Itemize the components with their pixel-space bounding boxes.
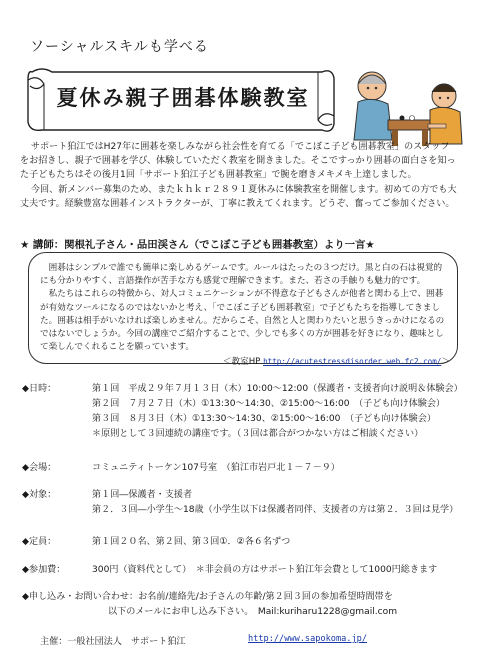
go-players-illustration <box>350 60 468 150</box>
page-title: 夏休み親子囲碁体験教室 <box>56 85 310 110</box>
instructor-text-1: 囲碁はシンプルで誰でも簡単に楽しめるゲームです。ルールはたったの３つだけ。黒と白の石は視覚的にも分かりやすく、言語操作が苦手な方も感覚で理解できます。また、若さの手触りも魅力的です。 <box>40 263 443 287</box>
schedule-row-3: 第３回 ８月３日（木）①13:30～14:30、②15:00～16:00 （子ども向け体験会） <box>92 414 436 424</box>
instructor-text-2: 私たちはこれらの特徴から、対人コミュニケーションが不得意な子どもさんが他者と関わる上で、囲碁が有効なツールになるのではないかと考え、「でこぼこ子ども囲碁教室」で子どもたちを指導してきました。囲碁は相手がいなければ楽しめません。だからこそ、自然と人と関わりたいと思うきっかけになるのではないでしょうか。今回の講座でご紹介することで、少しでも多くの方が囲碁を好きになり、趣味として楽しんでくれることを願っています。 <box>40 289 445 353</box>
capacity-section <box>22 534 290 547</box>
headline: ソーシャルスキルも学べる <box>30 39 209 55</box>
intro-paragraph-1: サポート狛江ではH27年に囲碁を楽しみながら社会性を育てる「でこぼこ子ども囲碁教室」のスタッフをお招きし、親子で囲碁を学び、体験していただく教室を開きました。そこですっかり囲碁の面白さを知った子どもたちはその後月1回「サポート狛江子ども囲碁教室」で腕を磨きメキメキ上達しました。 <box>20 142 456 181</box>
intro-section <box>20 140 458 211</box>
venue-label: ◆会場： <box>22 463 57 473</box>
classroom-link-label: ＜教室HP <box>222 357 261 368</box>
classroom-link-close: ＞ <box>441 357 450 368</box>
target-section <box>22 488 458 518</box>
capacity-value: 第１回２０名、第２回、第３回①．②各６名ずつ <box>92 537 291 547</box>
schedule-row-2: 第２回 ７月２７日（木）①13:30～14:30、②15:00～16:00 （子ども向け体験会） <box>92 399 446 409</box>
classroom-link-line <box>40 355 450 369</box>
schedule-section <box>22 382 463 442</box>
venue-section <box>22 460 340 473</box>
target-row-2: 第２．３回―小学生～18歳（小学生以下は保護者同伴、支援者の方は第２．３回は見学） <box>92 505 459 515</box>
organizer-link[interactable]: http://www.sapokoma.jp/ <box>248 634 367 644</box>
fee-section <box>22 562 437 575</box>
instructor-heading: ★ 講師：関根礼子さん・品田渓さん（でこぼこ子ども囲碁教室）より一言★ <box>20 239 375 251</box>
capacity-label: ◆定員： <box>22 537 57 547</box>
apply-section <box>22 590 397 620</box>
intro-paragraph-2: 今回、新メンバー募集のため、またｋｈｋｒ２８９１夏休みに体験教室を開催します。初めての方でも大丈夫です。経験豊富な囲碁インストラクターが、丁寧に教えてくれます。どうぞ、奮ってご参加ください。 <box>20 184 457 209</box>
target-label: ◆対象： <box>22 490 57 500</box>
fee-value: 300円（資料代として） ＊非会員の方はサポート狛江年会費として1000円総きます <box>92 565 438 575</box>
apply-row-1: お名前/連絡先/お子さんの年齢/第２回３回の参加希望時間帯を <box>138 592 393 602</box>
venue-value: コミュニティトーケン107号室 （狛江市岩戸北１－７－９） <box>92 463 340 473</box>
classroom-link[interactable]: http://acutestressdisorder.web.fc2.com/ <box>263 357 442 367</box>
apply-label: ◆申し込み・お問い合わせ： <box>22 592 139 602</box>
apply-row-2: 以下のメールにお申し込み下さい。 Mail:kuriharu1228@gmail.com <box>108 607 398 617</box>
instructor-message <box>40 262 450 370</box>
schedule-note: ＊原則として３回連続の講座です。（３回は都合がつかない方はご相談ください） <box>92 429 424 439</box>
fee-label: ◆参加費： <box>22 565 66 575</box>
schedule-label: ◆日時： <box>22 384 57 394</box>
organizer: 主催：一般社団法人 サポート狛江 <box>40 637 186 647</box>
schedule-row-1: 第１回 平成２９年７月１３日（木）10:00～12:00（保護者・支援者向け説明＆体験会） <box>92 384 463 394</box>
target-row-1: 第１回―保護者・支援者 <box>92 490 193 500</box>
